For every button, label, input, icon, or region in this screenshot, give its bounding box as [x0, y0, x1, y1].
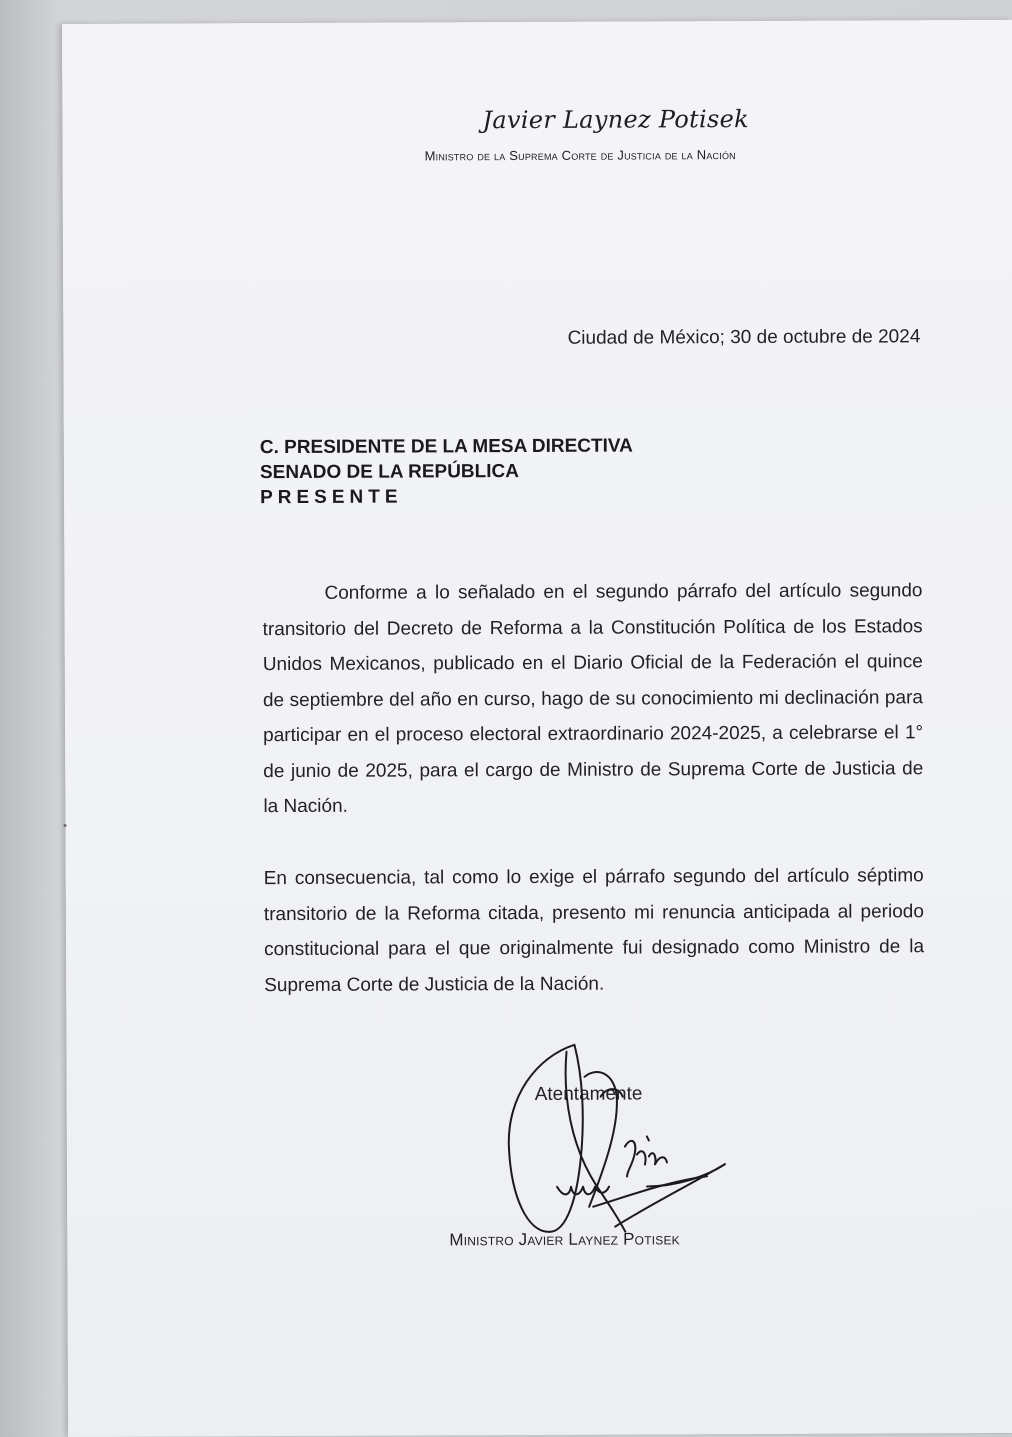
letterhead-title: Ministro de la Suprema Corte de Justicia de la Nación: [424, 147, 736, 164]
letterhead-name: Javier Laynez Potisek: [482, 105, 749, 135]
signer-name: Ministro Javier Laynez Potisek: [449, 1229, 680, 1250]
recipient-line-1: C. PRESIDENTE DE LA MESA DIRECTIVA: [259, 435, 633, 459]
paper-speck: [63, 824, 66, 827]
letter-sheet: [62, 20, 1012, 1437]
date-line: Ciudad de México; 30 de octubre de 2024: [567, 326, 921, 349]
body-paragraph-2: En consecuencia, tal como lo exige el párrafo segundo del artículo séptimo transitorio de la Reforma citada, presento mi renuncia anticipada al periodo constitucional para el que originalmente fui designado como Ministro de la Suprema Corte de Justicia de la Nación.: [263, 865, 925, 996]
recipient-line-2: SENADO DE LA REPÚBLICA: [259, 461, 519, 484]
handwritten-signature: [496, 1036, 747, 1252]
closing-line: Atentamente: [534, 1083, 643, 1105]
body-paragraph-1: Conforme a lo señalado en el segundo párrafo del artículo segundo transitorio del Decreto de Reforma a la Constitución Política de los Estados Unidos Mexicanos, publicado en el Diario Oficial de la Federación el quince de septiembre del año en curso, hago de su conocimiento mi declinación para participar en el proceso electoral extraordinario 2024-2025, a celebrarse el 1° de junio de 2025, para el cargo de Ministro de Suprema Corte de Justicia de la Nación.: [262, 580, 924, 818]
recipient-line-3: PRESENTE: [260, 486, 403, 509]
